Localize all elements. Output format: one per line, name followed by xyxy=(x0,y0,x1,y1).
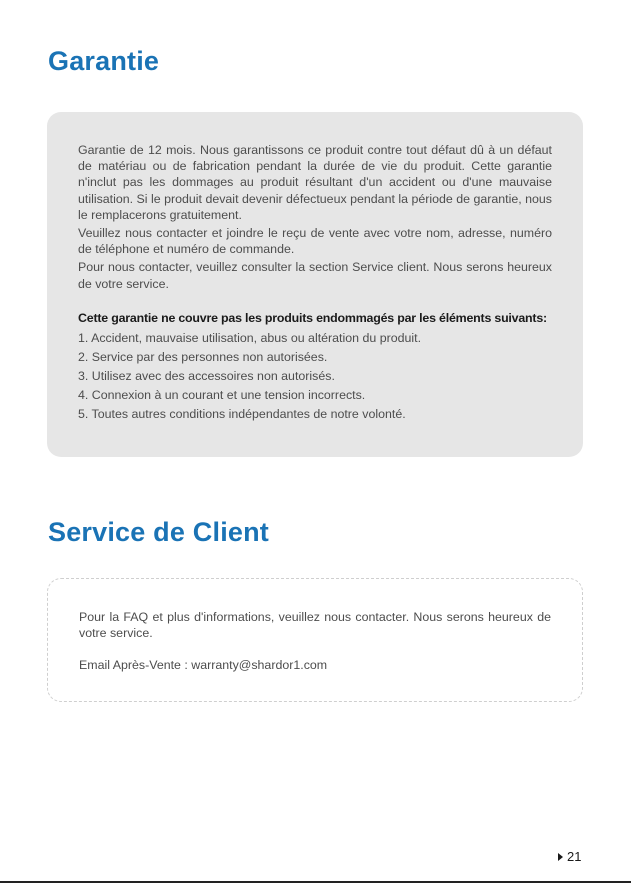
service-heading: Service de Client xyxy=(48,517,269,547)
warranty-paragraph-1: Garantie de 12 mois. Nous garantissons ce produit contre tout défaut dû à un défaut de matériau ou de fabrication pendant la durée de vie du produit. Cette garantie n'inclut pas les dommages au produit résultant d'un accident ou d'une mauvaise utilisation. Si le produit devait devenir défectueux pendant la période de garantie, nous le remplacerons gratuitement. xyxy=(78,143,552,222)
warranty-paragraph-2: Veuillez nous contacter et joindre le reçu de vente avec votre nom, adresse, numéro de téléphone et numéro de commande. xyxy=(78,226,552,257)
page-number xyxy=(558,849,581,865)
page-number-label: 21 xyxy=(567,849,582,864)
warranty-paragraph-3: Pour nous contacter, veuillez consulter la section Service client. Nous serons heureux de votre service. xyxy=(78,260,552,291)
exclusion-item: 5. Toutes autres conditions indépendantes de notre volonté. xyxy=(78,406,406,421)
service-email-line: Email Après-Vente : warranty@shardor1.com xyxy=(79,658,328,673)
exclusion-item: 1. Accident, mauvaise utilisation, abus ou altération du produit. xyxy=(78,330,422,345)
warranty-heading: Garantie xyxy=(48,46,160,76)
exclusions-title: Cette garantie ne couvre pas les produits endommagés par les éléments suivants: xyxy=(78,310,547,325)
exclusion-item: 3. Utilisez avec des accessoires non autorisés. xyxy=(78,368,335,383)
exclusion-item: 4. Connexion à un courant et une tension incorrects. xyxy=(78,387,366,402)
exclusions-list xyxy=(78,329,552,424)
service-text: Pour la FAQ et plus d'informations, veuillez nous contacter. Nous serons heureux de votre service. xyxy=(79,610,551,641)
warranty-box xyxy=(47,112,583,457)
service-box xyxy=(47,578,583,702)
exclusion-item: 2. Service par des personnes non autorisées. xyxy=(78,349,328,364)
triangle-right-icon xyxy=(558,853,563,861)
